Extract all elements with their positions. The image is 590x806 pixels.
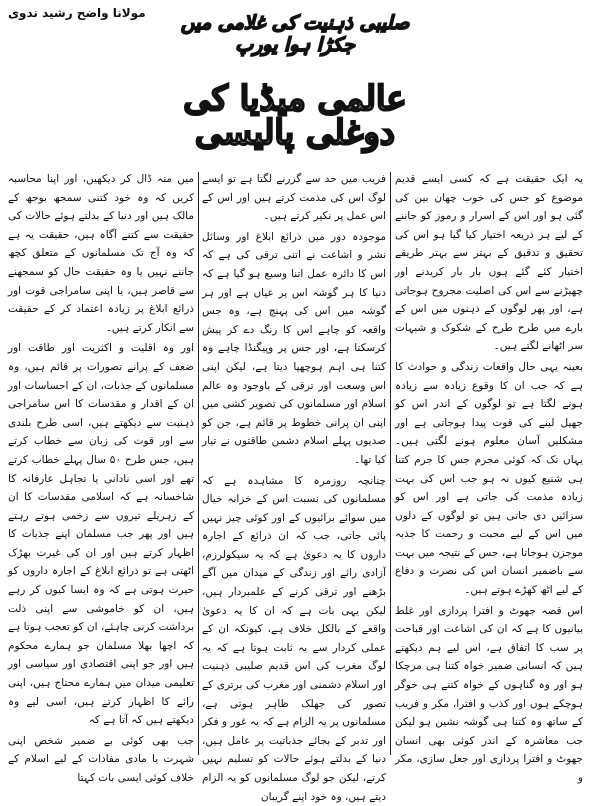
article-column-2 <box>202 170 386 757</box>
paragraph: یہ ایک حقیقت ہے کہ کسی ایسے قدیم موضوع کو جس کی خوب چھان بین کی گئی ہو اور اس کے اسرار و رموز کو جاننے کے لیے ہر ذریعہ اختیار کیا گیا ہو اس کی تحقیق و تدقیق کے بہتر سے بہتر طریقے اختیار کئے گئے ہوں بار بار کریدنے اور چھیڑنے سے اس کی اصلیت مجروح ہوجاتی ہے، اور پھر لوگوں کے ذہنوں میں اس کے بارے میں طرح طرح کے شکوک و شبہات سر اٹھانے لگتے ہیں۔ <box>395 170 583 356</box>
kicker-title: صلیبی ذہنیت کی غلامی میں جکڑا ہوا یورپ <box>160 12 430 56</box>
paragraph: اس قصہ جھوٹ و افترا پردازی اور غلط بیانیوں کا ہے کہ ان کی اشاعت اور قباحت پر سب کا اتفاق ہے، اس لیے ہم دیکھتے ہیں کہ انسانی ضمیر خواہ کتنا ہی مرچکا ہو اور وہ گناہوں کے خواہ کتنے ہی خوگر ہوچکے ہوں اور کذب و افترا، مکر و فریب کے ساتھ وہ کتنا ہی گوشہ نشین ہو لیکن جب معاشرہ کے اندر کوئی بھی انسان جھوٹ و افترا پردازی اور جعل سازی، مکر و <box>395 602 583 788</box>
main-headline: عالمی میڈیا کی دوغلی پالیسی <box>140 82 450 150</box>
paragraph: فریب میں حد سے گزرنے لگتا ہے تو ایسے لوگ اس کی مذمت کرتے ہیں اور اس کے اس عمل پر نکیر کرتے ہیں۔ <box>202 170 386 226</box>
column-divider <box>390 172 391 755</box>
article-column-1 <box>395 170 583 757</box>
paragraph: میں منہ ڈال کر دیکھیں، اور اپنا محاسبہ کریں کہ وہ خود کتنی سمجھ بوجھ کے مالک ہیں اور دنیا کے بدلتے ہوئے حالات کی حقیقت سے کتنے آگاہ ہیں، حقیقت یہ ہے کہ وہ آج تک مسلمانوں کے متعلق کچھ جاننے نہیں یا وہ حقیقت حال کو سمجھنے سے قاصر ہیں، یا اپنی سامراجی قوت اور ذرائع ابلاغ پر زیادہ اعتماد کر کے حقیقت سے انکار کرتے ہیں۔ <box>8 170 194 337</box>
author-name: مولانا واضح رشید ندوی <box>8 6 168 20</box>
paragraph: بعینہ یہی حال واقعات زندگی و حوادث کا ہے کہ جب ان کا وقوع زیادہ سے زیادہ ہونے لگتا ہے تو لوگوں کے اندر اس کو جھیل لینے کی قوت پیدا ہوجاتی ہے اور مشکلیں آسان معلوم ہونے لگتی ہیں۔ یہاں تک کہ کوئی مجرم جس کا جرم کتنا ہی شنیع کیوں نہ ہو جب اس کی بہت زیادہ مذمت کی جاتی ہے اور اس کو سزائیں دی جاتی ہیں تو لوگوں کے دلوں میں اس کے لیے محبت و رحمت کا جذبہ موجزن ہوجاتا ہے، جس کے نتیجہ میں بہت سے باضمیر انسان اس کی نصرت و دفاع کے لیے اٹھ کھڑے ہوتے ہیں۔ <box>395 358 583 600</box>
paragraph: موجودہ دور میں ذرائع ابلاغ اور وسائل نشر و اشاعت نے اتنی ترقی کی ہے کہ اس کا دائرہ عمل اتنا وسیع ہو گیا ہے کہ دنیا کا ہر گوشہ اس پر عیاں ہے اور ہر گوشہ میں اس کی پہنچ ہے، وہ جس واقعہ کو چاہے اس کا رنگ دے کر پیش کرسکتا ہے، اور جس پر وپیگنڈا چاہے وہ کتنا ہی اہم ہوچھپا دیتا ہے، لیکن اپنی اس وسعت اور ترقی کے باوجود وہ عالم اسلام اور مسلمانوں کی تصویر کشی میں اپنی ان پرانی خطوط پر قائم ہے، جن کو صدیوں پہلے اسلام دشمن طاقتوں نے تیار کیا تھا۔ <box>202 228 386 470</box>
paragraph: چنانچہ روزمرہ کا مشاہدہ ہے کہ مسلمانوں کی نسبت اس کے خزانہ خیال میں سوائے برائیوں کے اور کوئی چیز نہیں پائی جاتی، جب کہ ان ذرائع کے اجارہ داروں کا یہ دعویٰ ہے کہ یہ سیکولرزم، آزادی رائے اور زندگی کے میدان میں آگے بڑھنے اور ترقی کرنے کے علمبردار ہیں، لیکن یہی بات ہے کہ ان کا یہ دعویٰ واقعے کے بالکل خلاف ہے، کیونکہ ان کے عملی کردار سے یہ ثابت ہوتا ہے کہ یہ لوگ مغرب کی اس قدیم صلیبی ذہنیت اور اسلام دشمنی اور مغرب کی برتری کے تصور کی جھلک ظاہر ہوتی ہے، مسلمانوں پر یہ الزام ہے کہ یہ غور و فکر اور تدبر کے بجائے جذباتیت پر عامل ہیں، دنیا کے بدلتے ہوئے حالات کو تسلیم نہیں کرتے، لیکن جو لوگ مسلمانوں کو یہ الزام دیتے ہیں، وہ خود اپنے گریبان <box>202 472 386 806</box>
paragraph: جب بھی کوئی بے ضمیر شخص اپنی شہرت یا مادی مفادات کے لیے اسلام کے خلاف کوئی ایسی بات کہتا <box>8 732 194 788</box>
column-divider <box>198 172 199 755</box>
article-column-3 <box>8 170 194 757</box>
paragraph: اور وہ اقلیت و اکثریت اور طاقت اور ضعف کے پرانے تصورات پر قائم ہیں، وہ مسلمانوں کے جذبات، ان کے احساسات اور ان کے اقدار و مقدسات کا اس سامراجی ذہنیت سے دیکھتے ہیں، اسی طرح بلندی سے اور قوت کی زبان سے خطاب کرتے ہیں، جس طرح ۵۰ سال پہلے خطاب کرتے تھے اور اسی نادانی یا تجاہل عارفانہ کا شاخسانہ ہے کہ اسلامی مقدسات کا ان کے زہریلے تیروں سے زخمی ہوتے رہتے ہیں اور پھر جب مسلمان اپنے جذبات کا اظہار کرتے ہیں اور ان کی غیرت بھڑک اٹھتی ہے تو ذرائع ابلاغ کے اجارہ داروں کو حیرت ہوتی ہے کہ وہ ایسا کیوں کر رہے ہیں، ان کو خاموشی سے اپنی ذلت برداشت کرنی چاہئے، ان کو تعجب ہوتا ہے کہ اچھا بھلا مسلمان جو ہمارے محکوم ہیں اور جو اپنی اقتصادی اور سیاسی اور تعلیمی میدان میں ہمارے محتاج ہیں، اپنی رائے کا اظہار کرتے ہیں، اسی لیے وہ دیکھتے ہیں کہ آتا ہے کہ <box>8 339 194 729</box>
